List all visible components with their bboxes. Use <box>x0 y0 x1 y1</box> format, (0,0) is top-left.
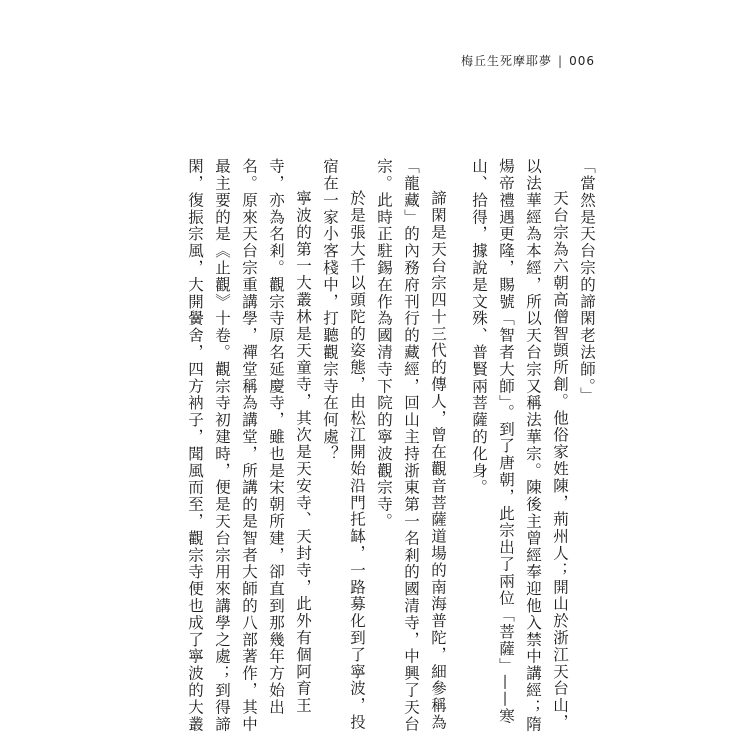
text-line: 閑，復振宗風，大開黌舍，四方衲子，聞風而至，觀宗寺便也成了寧波的大叢 <box>186 158 204 733</box>
text-line: 「龍藏」的內務府刊行的藏經，回山主持浙東第一名剎的國清寺，中興了天台 <box>402 158 420 733</box>
book-title: 梅丘生死摩耶夢 <box>461 54 553 68</box>
text-line: 諦閑是天台宗四十三代的傳人，曾在觀音菩薩道場的南海普陀，細參稱為 <box>429 190 447 731</box>
text-line: 宗。此時正駐錫在作為國清寺下院的寧波觀宗寺。 <box>375 158 393 530</box>
text-line: 煬帝禮遇更隆，賜號「智者大師」。到了唐朝，此宗出了兩位「菩薩」——寒 <box>497 158 515 725</box>
paragraph-3 <box>316 158 370 731</box>
text-line: 天台宗為六朝高僧智顗所創。他俗家姓陳，荊州人；開山於浙江天台山， <box>551 190 569 731</box>
text-line: 最主要的是《止觀》十卷。觀宗寺初建時，便是天台宗用來講學之處；到得諦 <box>213 158 231 733</box>
header-separator: | <box>558 54 564 68</box>
paragraph-2 <box>370 158 451 733</box>
text-line: 名。原來天台宗重講學，禪堂稱為講堂，所講的是智者大師的八部著作，其中 <box>240 158 258 733</box>
text-line: 宿在一家小客棧中，打聽觀宗寺在何處？ <box>321 158 339 463</box>
text-line: 於是張大千以頭陀的姿態，由松江開始沿門托缽，一路募化到了寧波，投 <box>348 190 366 731</box>
running-header <box>461 52 595 69</box>
paragraph-gap <box>451 158 465 658</box>
text-line: 山、拾得，據說是文殊、普賢兩菩薩的化身。 <box>470 158 488 496</box>
body-text <box>181 158 600 733</box>
page-number: 006 <box>569 54 595 68</box>
text-line: 寺，亦為名剎。觀宗寺原名延慶寺，雖也是宋朝所建，卻直到那幾年方始出 <box>267 158 285 716</box>
text-line: 寧波的第一大叢林是天童寺，其次是天安寺、天封寺，此外有個阿育王 <box>294 190 312 714</box>
text-line: 以法華經為本經，所以天台宗又稱法華宗。陳後主曾經奉迎他入禁中講經；隋 <box>524 158 542 733</box>
paragraph-1 <box>465 158 600 733</box>
paragraph-4 <box>181 158 316 733</box>
text-line: 「當然是天台宗的諦閑老法師。」 <box>578 158 596 404</box>
